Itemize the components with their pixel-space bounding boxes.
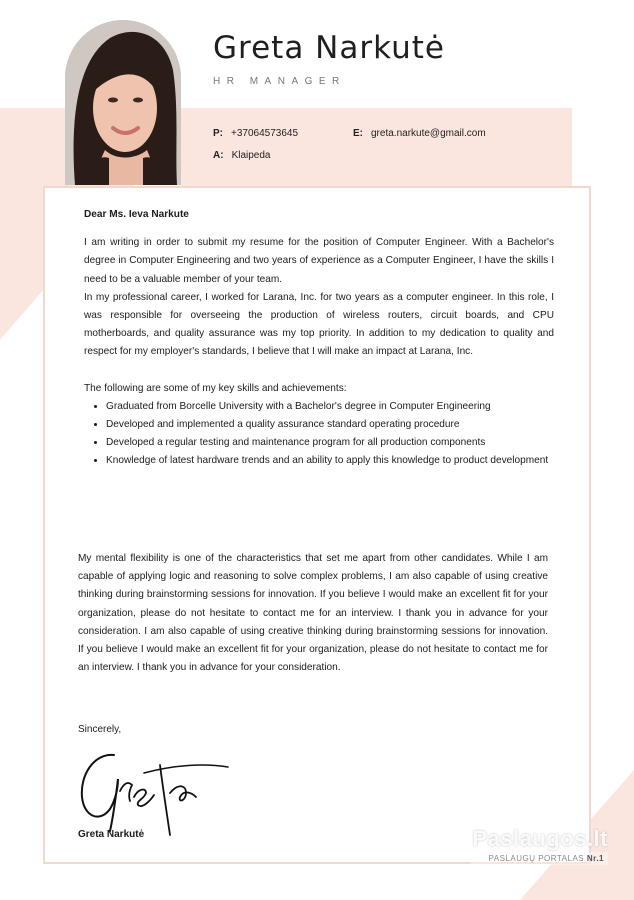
letter-paragraph-1: I am writing in order to submit my resume for the position of Computer Engineer. With a Bachelor's degree in Computer Engineering and two years of experience as a Computer Engineer, I have the skills I need to be a valuable member of your team. <box>84 237 554 285</box>
skills-list <box>84 398 554 471</box>
header-band <box>180 108 572 188</box>
closing-paragraph: My mental flexibility is one of the characteristics that set me apart from other candidates. While I am capable of applying logic and reasoning to solve complex problems, I am also capable of using creative thinking during brainstorming sessions for innovation. If you believe I would make an excellent fit for your organization, please do not hesitate to contact me for an interview. I thank you in advance for your consideration. I am also capable of using creative thinking during brainstorming sessions for innovation. If you believe I would make an excellent fit for your organization, please do not hesitate to contact me for an interview. I thank you in advance for your consideration. <box>78 553 548 674</box>
address-label: A: <box>213 150 224 161</box>
watermark-rank: Nr.1 <box>586 854 604 863</box>
profile-photo <box>65 20 181 185</box>
skills-intro: The following are some of my key skills and achievements: <box>84 382 347 394</box>
sign-off: Sincerely, <box>78 724 122 735</box>
signer-name: Greta Narkutė <box>78 829 145 840</box>
email-label: E: <box>353 128 363 139</box>
list-item: • Developed and implemented a quality assurance standard operating procedure <box>106 416 554 434</box>
person-name: Greta Narkutė <box>213 30 445 66</box>
phone-value: +37064573645 <box>231 128 299 139</box>
closing-section <box>78 550 548 677</box>
list-item: • Graduated from Borcelle University with a Bachelor's degree in Computer Engineering <box>106 398 554 416</box>
list-item: • Knowledge of latest hardware trends and an ability to apply this knowledge to product development <box>106 452 554 470</box>
handwritten-signature <box>74 735 234 840</box>
contact-email <box>353 128 486 139</box>
contact-address <box>213 150 270 161</box>
job-title: HR MANAGER <box>213 76 346 87</box>
contact-phone <box>213 128 298 139</box>
watermark-tagline <box>470 852 608 865</box>
address-value: Klaipeda <box>231 150 271 161</box>
list-item: • Developed a regular testing and maintenance program for all production components <box>106 434 554 452</box>
watermark-tagline-text: PASLAUGŲ PORTALAS <box>488 854 585 863</box>
letter-greeting: Dear Ms. Ieva Narkute <box>84 209 189 220</box>
watermark-logo: Paslaugos.lt <box>472 826 608 851</box>
watermark <box>470 826 608 876</box>
phone-label: P: <box>213 128 223 139</box>
letter-paragraph-2: In my professional career, I worked for Larana, Inc. for two years as a computer engineer. In this role, I was responsible for overseeing the production of wireless routers, circuit boards, and CPU motherboards, and quality assurance was my top priority. In addition to my dedication to quality and respect for my employer's standards, I believe that I will make an impact at Larana, Inc. <box>84 291 554 358</box>
letter-body <box>84 206 554 471</box>
email-value: greta.narkute@gmail.com <box>371 128 486 139</box>
